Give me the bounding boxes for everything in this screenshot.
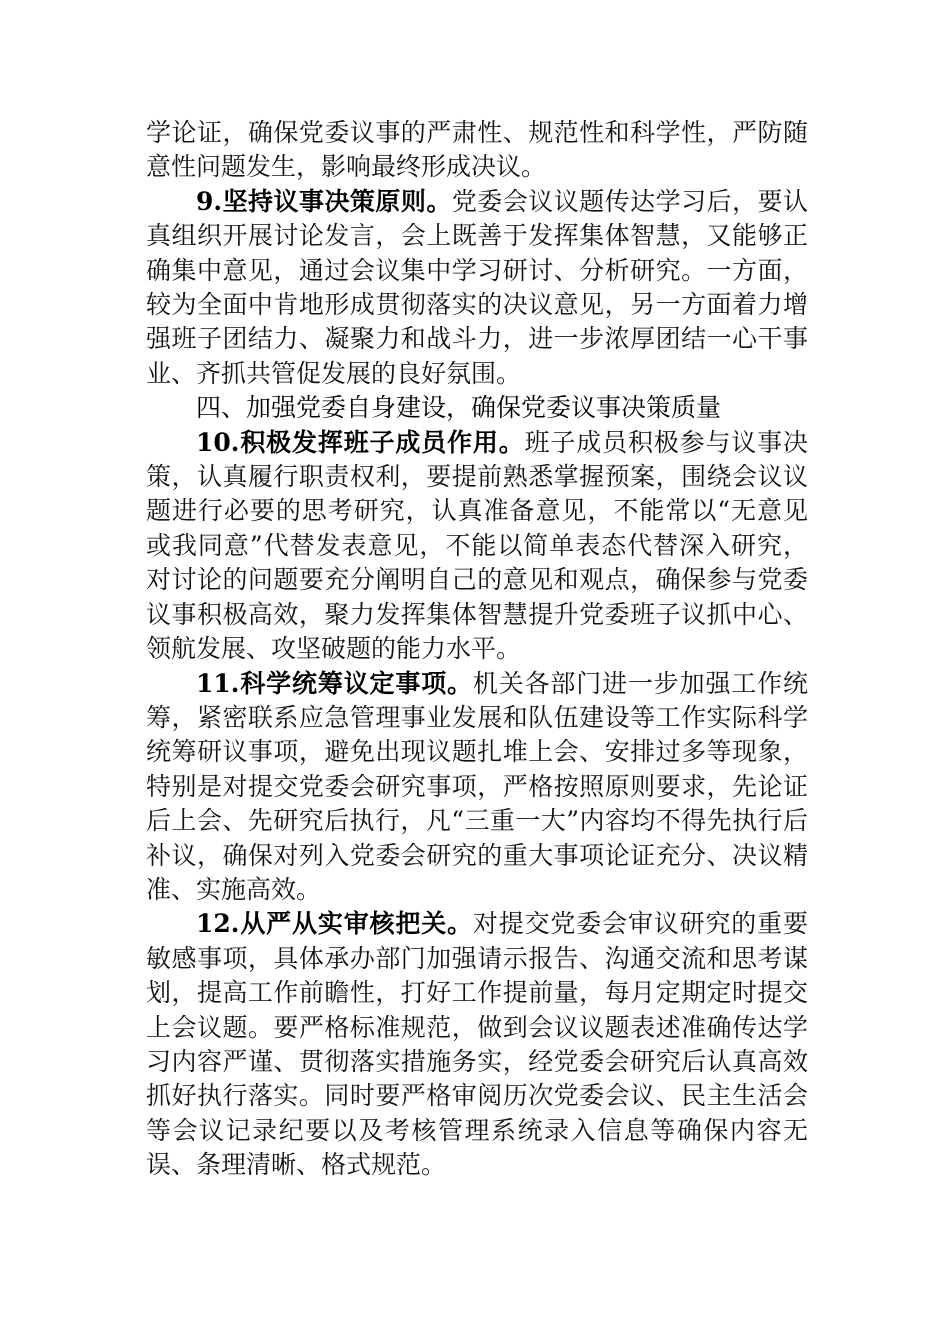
paragraph-text: 对提交党委会审议研究的重要敏感事项，具体承办部门加强请示报告、沟通交流和思考谋划，提高工作前瞻性，打好工作提前量，每月定期定时提交上会议题。要严格标准规范，做到会议议题表述准确传达学习内容严谨、贯彻落实措施务实，经党委会研究后认真高效抓好执行落实。同时要严格审阅历次党委会议、民主生活会等会议记录纪要以及考核管理系统录入信息等确保内容无误、条理清晰、格式规范。 — [146, 909, 808, 1180]
paragraph-text: 机关各部门进一步加强工作统筹，紧密联系应急管理事业发展和队伍建设等工作实际科学统筹研议事项，避免出现议题扎堆上会、安排过多等现象，特别是对提交党委会研究事项，严格按照原则要求，先论证后上会、先研究后执行，凡“三重一大”内容均不得先执行后补议，确保对列入党委会研究的重大事项论证充分、决议精准、实施高效。 — [146, 668, 808, 904]
document-body — [146, 116, 808, 1183]
paragraph-lead: 11.科学统筹议定事项。 — [196, 668, 473, 698]
paragraph-lead: 9.坚持议事决策原则。 — [196, 186, 452, 216]
paragraph-lead: 12.从严从实审核把关。 — [196, 909, 473, 939]
paragraph-text: 党委会议议题传达学习后，要认真组织开展讨论发言，会上既善于发挥集体智慧，又能够正确集中意见，通过会议集中学习研讨、分析研究。一方面，较为全面中肯地形成贯彻落实的决议意见，另一方面着力增强班子团结力、凝聚力和战斗力，进一步浓厚团结一心干事业、齐抓共管促发展的良好氛围。 — [146, 186, 808, 388]
paragraph-item-9 — [146, 185, 808, 391]
paragraph-lead: 10.积极发挥班子成员作用。 — [196, 427, 525, 457]
paragraph-continuation — [146, 116, 808, 185]
paragraph-item-12 — [146, 907, 808, 1182]
paragraph-text: 学论证，确保党委议事的严肃性、规范性和科学性，严防随意性问题发生，影响最终形成决议。 — [146, 118, 808, 182]
paragraph-item-11 — [146, 667, 808, 908]
paragraph-item-10 — [146, 426, 808, 667]
paragraph-text: 班子成员积极参与议事决策，认真履行职责权利，要提前熟悉掌握预案，围绕会议议题进行必要的思考研究，认真准备意见，不能常以“无意见或我同意”代替发表意见，不能以简单表态代替深入研究，对讨论的问题要充分阐明自己的意见和观点，确保参与党委议事积极高效，聚力发挥集体智慧提升党委班子议抓中心、领航发展、攻坚破题的能力水平。 — [146, 427, 808, 664]
section-heading: 四、加强党委自身建设，确保党委议事决策质量 — [196, 393, 722, 423]
